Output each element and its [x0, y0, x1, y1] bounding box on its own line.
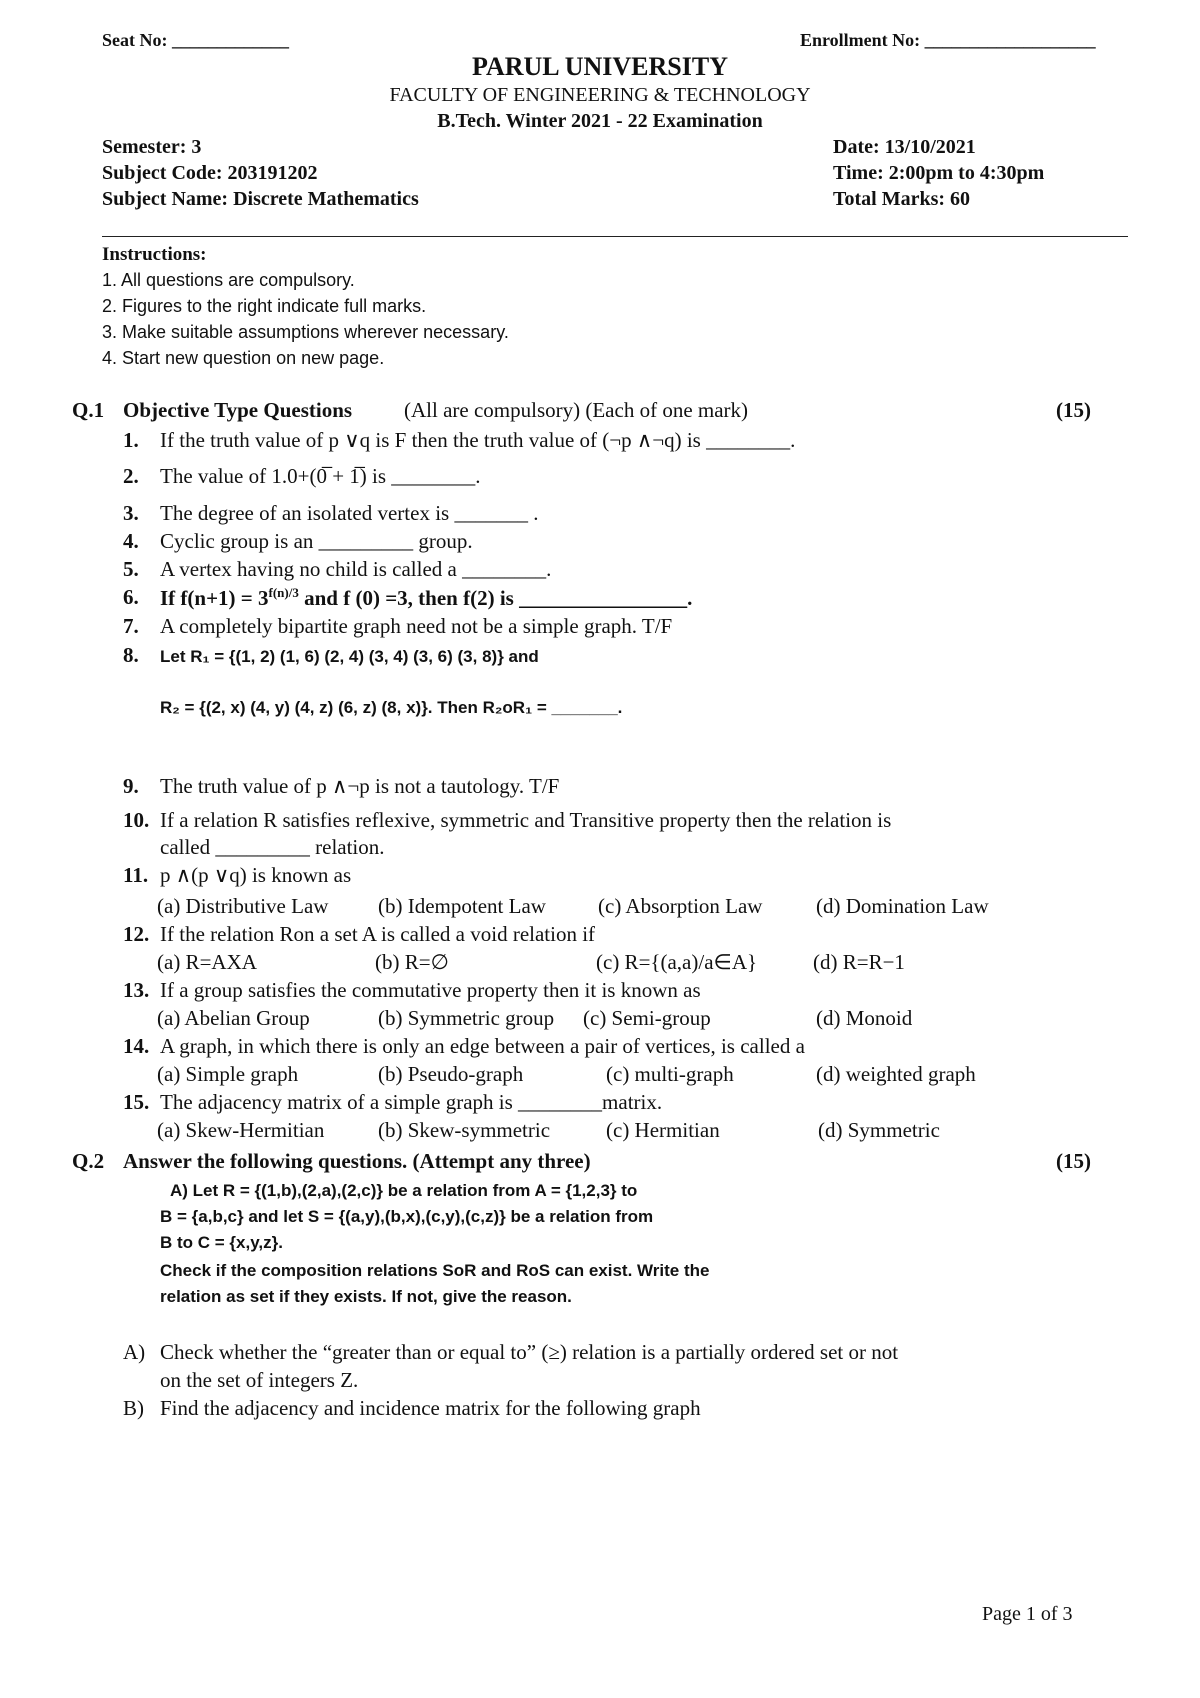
total-marks: Total Marks: 60 [833, 188, 971, 210]
question-text [160, 585, 692, 611]
exam-time: Time: 2:00pm to 4:30pm [833, 162, 1045, 184]
q2-part-a2-text: Check whether the “greater than or equal to” (≥) relation is a partially ordered set or not [160, 1340, 899, 1364]
option-c: (c) R={(a,a)/a∈A} [596, 950, 758, 974]
subject-code: Subject Code: 203191202 [102, 162, 318, 184]
question-text-line2: called _________ relation. [160, 835, 385, 859]
question-number: 6. [123, 585, 139, 609]
question-text: p ∧(p ∨q) is known as [160, 863, 352, 887]
question-number: 8. [123, 643, 139, 667]
q2-part-a2-label: A) [123, 1340, 146, 1364]
q2-marks: (15) [1056, 1149, 1091, 1173]
question-number: 12. [123, 922, 150, 946]
question-text: The adjacency matrix of a simple graph is ________matrix. [160, 1090, 663, 1114]
option-a: (a) Simple graph [157, 1062, 299, 1086]
q2-part-b-text: Find the adjacency and incidence matrix for the following graph [160, 1396, 701, 1420]
question-text-pre: If f(n+1) = 3 [160, 586, 269, 610]
option-a: (a) Skew-Hermitian [157, 1118, 325, 1142]
semester: Semester: 3 [102, 136, 202, 158]
option-b: (b) R=∅ [375, 950, 449, 974]
question-number: 4. [123, 529, 139, 553]
option-b: (b) Pseudo-graph [378, 1062, 524, 1086]
question-number: 5. [123, 557, 139, 581]
question-text: A vertex having no child is called a ________. [160, 557, 552, 581]
q2-part-b-label: B) [123, 1396, 144, 1420]
q1-title: Objective Type Questions [123, 398, 353, 422]
question-number: 9. [123, 774, 139, 798]
instructions-title: Instructions: [102, 244, 207, 265]
question-text: The value of 1.0+(0̅ + 1̅) is ________. [160, 464, 481, 488]
option-b: (b) Idempotent Law [378, 894, 546, 918]
instruction-item: 3. Make suitable assumptions wherever necessary. [102, 322, 509, 342]
question-text-sup: f(n)/3 [268, 585, 299, 600]
enrollment-number: Enrollment No: ___________________ [800, 30, 1096, 50]
question-text: A completely bipartite graph need not be a simple graph. T/F [160, 614, 673, 638]
exam-date: Date: 13/10/2021 [833, 136, 976, 158]
question-number: 7. [123, 614, 139, 638]
q1-label: Q.1 [72, 398, 105, 422]
question-number: 14. [123, 1034, 150, 1058]
question-text: The truth value of p ∧¬p is not a tautology. T/F [160, 774, 560, 798]
question-text: If the relation Ron a set A is called a void relation if [160, 922, 596, 946]
option-c: (c) Semi-group [583, 1006, 711, 1030]
instruction-item: 1. All questions are compulsory. [102, 270, 355, 290]
q2-part-a2-text-line2: on the set of integers Z. [160, 1368, 359, 1392]
q1-note: (All are compulsory) (Each of one mark) [404, 398, 749, 422]
question-number: 13. [123, 978, 150, 1002]
question-text-post: and f (0) =3, then f(2) is ________________. [298, 586, 693, 610]
option-d: (d) Symmetric [818, 1118, 940, 1142]
question-number: 2. [123, 464, 139, 488]
option-b: (b) Symmetric group [378, 1006, 555, 1030]
q2-title: Answer the following questions. (Attempt any three) [123, 1149, 591, 1173]
exam-title: B.Tech. Winter 2021 - 22 Examination [437, 110, 763, 132]
option-c: (c) Hermitian [606, 1118, 720, 1142]
instruction-item: 4. Start new question on new page. [102, 348, 385, 368]
option-a: (a) Abelian Group [157, 1006, 310, 1030]
header-divider [102, 236, 1128, 237]
q2-part-a-line: Check if the composition relations SoR and RoS can exist. Write the [160, 1261, 710, 1280]
option-d: (d) Domination Law [816, 894, 989, 918]
question-text: If a group satisfies the commutative property then it is known as [160, 978, 701, 1002]
q2-part-a-line: A) Let R = {(1,b),(2,a),(2,c)} be a relation from A = {1,2,3} to [170, 1181, 638, 1200]
option-d: (d) Monoid [816, 1006, 913, 1030]
question-number: 15. [123, 1090, 150, 1114]
question-number: 11. [123, 863, 149, 887]
q1-marks: (15) [1056, 398, 1091, 422]
option-d: (d) weighted graph [816, 1062, 976, 1086]
question-text: Cyclic group is an _________ group. [160, 529, 473, 553]
subject-name: Subject Name: Discrete Mathematics [102, 188, 419, 210]
option-a: (a) R=AXA [157, 950, 257, 974]
option-d: (d) R=R−1 [813, 950, 905, 974]
option-a: (a) Distributive Law [157, 894, 329, 918]
question-number: 10. [123, 808, 150, 832]
faculty-name: FACULTY OF ENGINEERING & TECHNOLOGY [389, 84, 811, 106]
seat-number: Seat No: _____________ [102, 30, 289, 50]
q2-label: Q.2 [72, 1149, 105, 1173]
page-number: Page 1 of 3 [982, 1603, 1073, 1625]
option-c: (c) multi-graph [606, 1062, 734, 1086]
q2-part-a-line: B to C = {x,y,z}. [160, 1233, 283, 1252]
question-text: The degree of an isolated vertex is _______ . [160, 501, 539, 525]
option-c: (c) Absorption Law [598, 894, 763, 918]
question-text-line2: R₂ = {(2, x) (4, y) (4, z) (6, z) (8, x)}. Then R₂oR₁ = _______. [160, 698, 623, 717]
q2-part-a-line: relation as set if they exists. If not, give the reason. [160, 1287, 572, 1306]
question-text: A graph, in which there is only an edge between a pair of vertices, is called a [160, 1034, 805, 1058]
question-text: Let R₁ = {(1, 2) (1, 6) (2, 4) (3, 4) (3, 6) (3, 8)} and [160, 647, 539, 666]
option-b: (b) Skew-symmetric [378, 1118, 551, 1142]
question-text: If the truth value of p ∨q is F then the truth value of (¬p ∧¬q) is ________. [160, 428, 796, 452]
instruction-item: 2. Figures to the right indicate full marks. [102, 296, 427, 316]
question-number: 1. [123, 428, 139, 452]
university-name: PARUL UNIVERSITY [472, 52, 728, 81]
question-text: If a relation R satisfies reflexive, symmetric and Transitive property then the relation is [160, 808, 892, 832]
question-number: 3. [123, 501, 139, 525]
q2-part-a-line: B = {a,b,c} and let S = {(a,y),(b,x),(c,y),(c,z)} be a relation from [160, 1207, 654, 1226]
